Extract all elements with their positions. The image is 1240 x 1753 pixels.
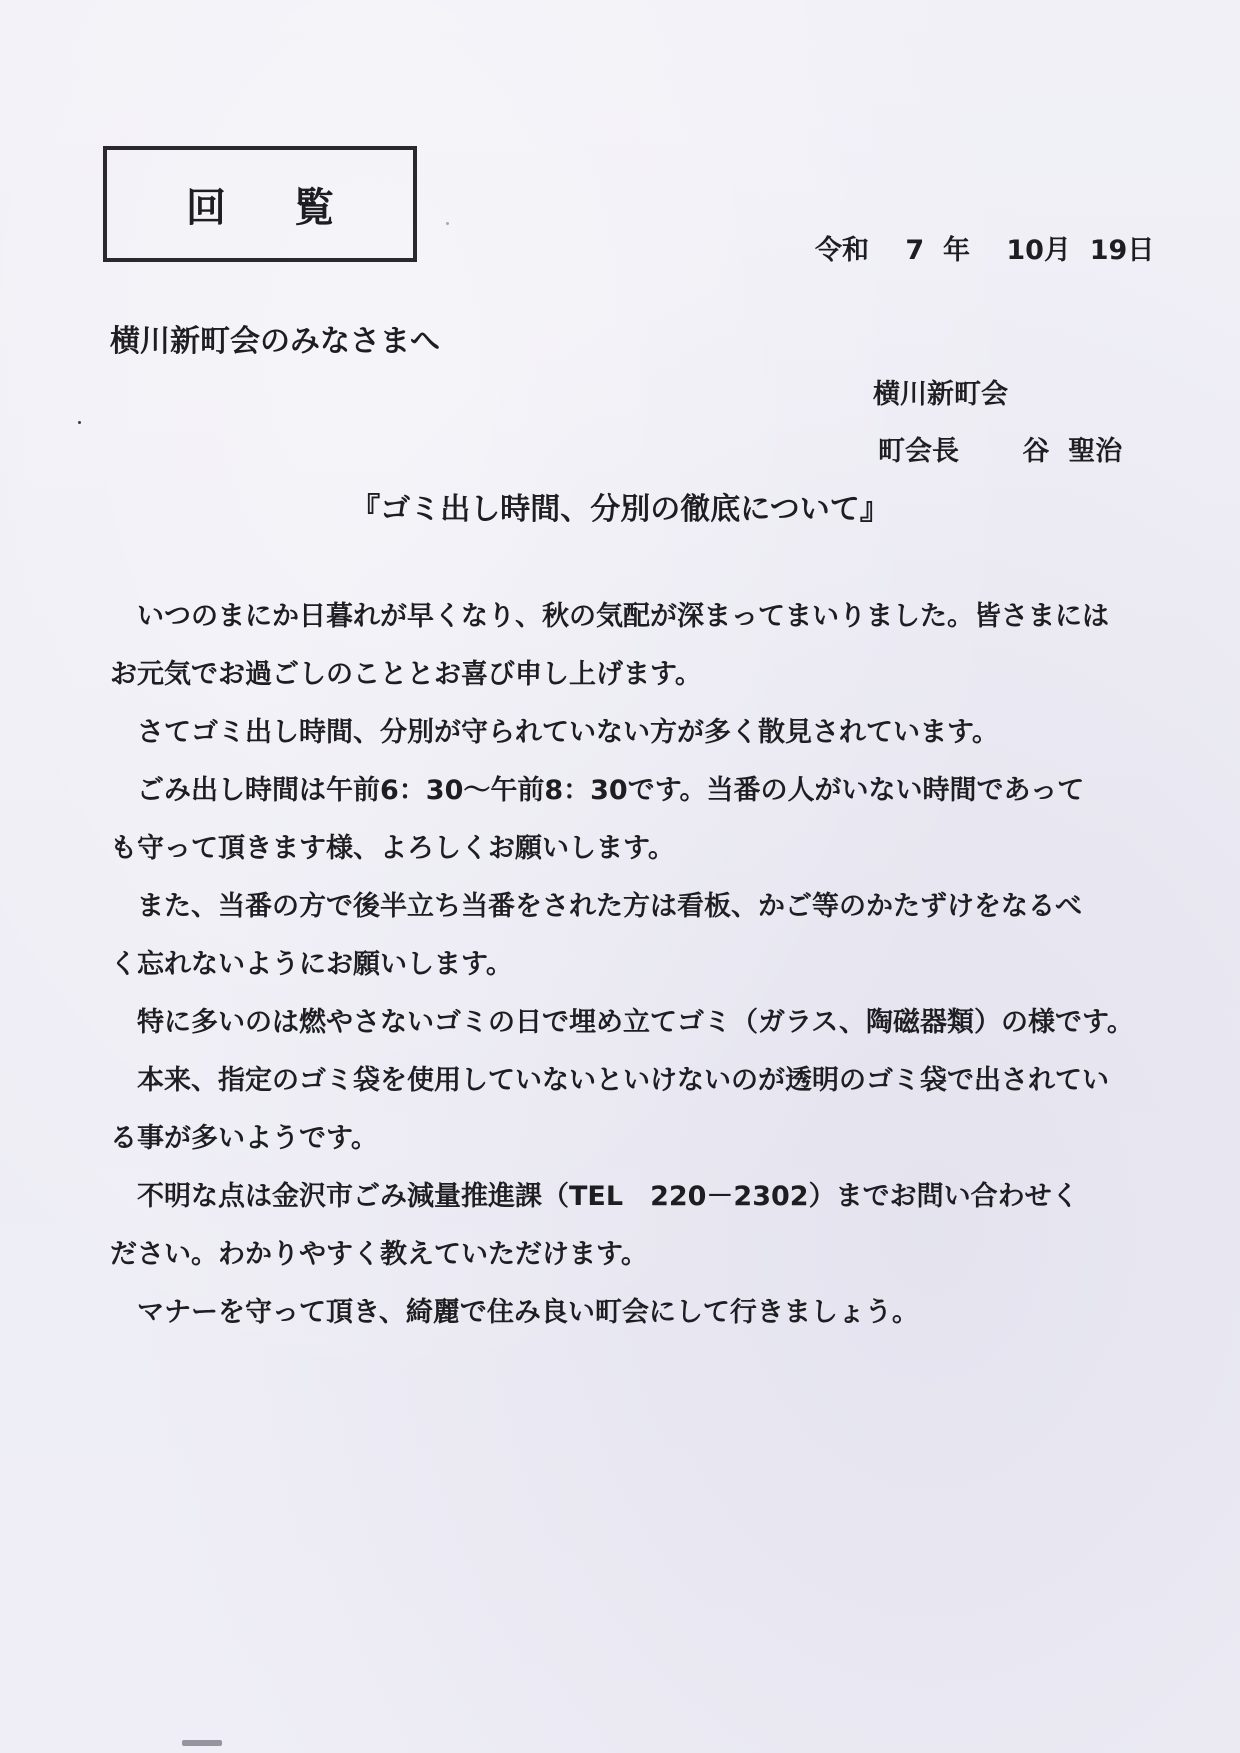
scan-speck [78,421,81,424]
document-body [110,592,1134,1346]
body-line: 特に多いのは燃やさないゴミの日で埋め立てゴミ（ガラス、陶磁器類）の様です。 [110,1007,1134,1038]
body-line: ごみ出し時間は午前6：30～午前8：30です。当番の人がいない時間であって [110,775,1085,806]
body-line: また、当番の方で後半立ち当番をされた方は看板、かご等のかたずけをなるべ [110,891,1082,922]
body-line: お元気でお過ごしのこととお喜び申し上げます。 [110,659,702,690]
body-line: る事が多いようです。 [110,1123,378,1154]
body-line: いつのまにか日暮れが早くなり、秋の気配が深まってまいりました。皆さまには [110,601,1109,632]
document-title: 『ゴミ出し時間、分別の徹底について』 [350,492,890,527]
body-line: 不明な点は金沢市ごみ減量推進課（TEL 220－2302）までお問い合わせく [110,1181,1079,1212]
scan-speck [446,222,449,225]
body-line: さてゴミ出し時間、分別が守られていない方が多く散見されています。 [110,717,999,748]
body-line: 本来、指定のゴミ袋を使用していないといけないのが透明のゴミ袋で出されてい [110,1065,1109,1096]
body-line: も守って頂きます様、よろしくお願いします。 [110,833,675,864]
sender-name: 町会長 谷 聖治 [878,436,1123,467]
sender-organization: 横川新町会 [873,379,1008,410]
scan-smudge [182,1740,222,1746]
body-line: ださい。わかりやすく教えていただけます。 [110,1239,648,1270]
body-line: マナーを守って頂き、綺麗で住み良い町会にして行きましょう。 [110,1297,919,1328]
circular-stamp-box [103,146,417,262]
body-line: く忘れないようにお願いします。 [110,949,513,980]
circular-stamp-label: 回覧 [186,184,402,231]
addressee: 横川新町会のみなさまへ [110,324,440,359]
document-date: 令和 7 年 10月 19日 [815,235,1155,266]
